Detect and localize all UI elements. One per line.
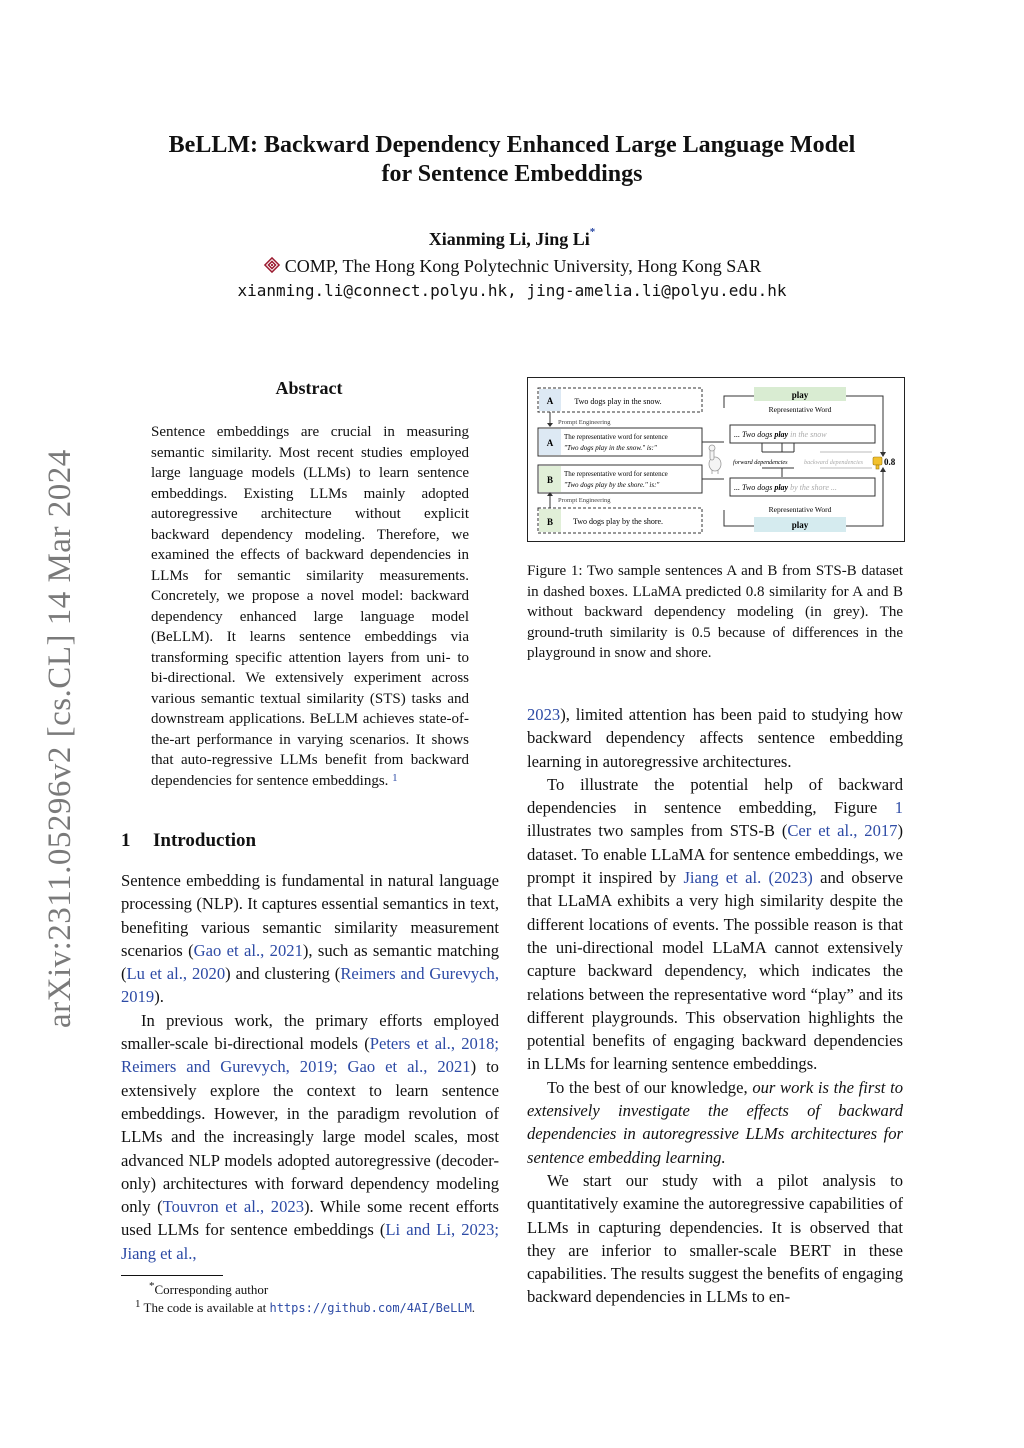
footnote-rule <box>121 1275 223 1276</box>
paragraph: Sentence embedding is fundamental in natural language processing (NLP). It captures essential semantics in text, benefiting various semantic similarity measurement scenarios (Gao et al., 2021), such as semantic matching (Lu et al., 2020) and clustering (Reimers and Gurevych, 2019). <box>121 871 500 1007</box>
paragraph: To the best of our knowledge, our work is the first to extensively investigate the effects of backward dependencies in autoregressive LLMs architectures for sentence embedding learning. <box>527 1077 903 1167</box>
thumbs-down-icon <box>873 457 882 469</box>
emphasis-text: our work is the first to extensively investigate the effects of backward dependencies in autoregressive LLMs architectures for sentence embedding learning. <box>527 1077 903 1167</box>
emails: xianming.li@connect.polyu.hk, jing-amelia.li@polyu.edu.hk <box>237 281 787 300</box>
fig-label-a-prompt: A <box>546 438 554 448</box>
paragraph: In previous work, the primary efforts employed smaller-scale bi-directional models (Peters et al., 2018; Reimers and Gurevych, 2019; Gao et al., 2021) to extensively explore the context to learn sentence embeddings. However, in the paradigm revolution of LLMs and the increasingly large model scales, most advanced NLP models adopted autoregressive (decoder-only) architectures with forward dependency modeling only (Touvron et al., 2023). While some recent efforts used LLMs for sentence embeddings (Li and Li, 2023; Jiang et al., <box>121 1010 500 1263</box>
section-heading <box>121 830 256 852</box>
right-column <box>527 703 903 1309</box>
figure-1 <box>527 377 905 542</box>
abstract-text: Sentence embeddings are crucial in measuring semantic similarity. Most recent studies employed large language models (LLMs) to learn sentence embeddings. Existing LLMs mainly adopted autoregressive architecture without explicit backward dependency modeling. Therefore, we examined the effects of backward dependencies in LLMs for semantic similarity measurements. Concretely, we propose a novel model: backward dependency enhanced large language model (BeLLM). It learns sentence embeddings via transforming specific attention layers from uni- to bi-directional. We extensively experiment across various semantic textual similarity (STS) tasks and downstream applications. BeLLM achieves state-of-the-art performance in varying scenarios. It shows that auto-regressive LLMs benefit from backward dependencies for sentence embeddings. <box>151 424 469 789</box>
corresponding-mark: * <box>589 226 596 238</box>
citation-link[interactable]: Cer et al., 2017 <box>787 821 898 841</box>
abstract-body <box>151 422 469 791</box>
paragraph: We start our study with a pilot analysis to quantitatively examine the autoregressive capabilities of LLMs in capturing dependencies. It is observed that they are inferior to smaller-scale BERT in these capabilities. The results suggest the benefits of engaging backward dependencies in LLMs to en- <box>527 1170 903 1307</box>
figure-ref-link[interactable]: 1 <box>894 798 903 818</box>
authors <box>110 226 914 250</box>
fig-prompt-a-line2: "Two dogs play in the snow." is:" <box>564 444 657 452</box>
paragraph: 2023), limited attention has been paid to studying how backward dependency affects sentence embedding learning in autoregressive architectures. <box>527 705 903 771</box>
citation-link[interactable]: Reimers and Gurevych, 2019 <box>121 964 499 1007</box>
citation-link[interactable]: Gao et al., 2021 <box>193 940 303 960</box>
fig-word-play-bottom: play <box>791 520 809 530</box>
fig-rep-word-bottom: Representative Word <box>768 505 832 514</box>
affiliation-text: COMP, The Hong Kong Polytechnic University, Hong Kong SAR <box>284 256 762 276</box>
paragraph: To illustrate the potential help of backward dependencies in sentence embedding, Figure 1 illustrates two samples from STS-B (Cer et al., 2017) dataset. To enable LLaMA for sentence embeddings, we prompt it inspired by Jiang et al. (2023) and observe that LLaMA exhibits a very high similarity despite the different locations of events. The possible reason is that the uni-directional model LLaMA cannot extensively capture backward dependency, which indicates the relations between the representative word “play” and its different playgrounds. This observation highlights the potential benefits of engaging backward dependencies in LLMs for learning sentence embeddings. <box>527 774 903 1074</box>
citation-link[interactable]: Touvron et al., 2023 <box>162 1197 304 1217</box>
citation-link[interactable]: Li and Li, 2023; Jiang et al., <box>121 1220 499 1263</box>
affiliation <box>110 256 914 277</box>
fig-seq-a: ... Two dogs play in the snow <box>734 430 827 439</box>
section-number: 1 <box>121 830 131 851</box>
figure-1-caption <box>527 561 903 664</box>
fig-sentence-a: Two dogs play in the snow. <box>574 397 662 406</box>
paper-title <box>110 131 914 189</box>
fig-label-b-prompt: B <box>546 475 554 485</box>
citation-link[interactable]: 2023 <box>527 705 561 724</box>
fig-prompt-b-line1: The representative word for sentence <box>564 470 668 478</box>
fig-forward-label: forward dependencies <box>733 459 788 466</box>
arxiv-identifier: arXiv:2311.05296v2 [cs.CL] 14 Mar 2024 <box>42 449 78 1028</box>
fig-backward-label: backward dependencies <box>804 459 864 466</box>
fig-label-b-bottom: B <box>546 517 554 527</box>
fig-prompt-engineering-a: Prompt Engineering <box>558 419 611 426</box>
fig-label-a-top: A <box>546 396 554 406</box>
fig-prompt-a-line1: The representative word for sentence <box>564 433 668 441</box>
section-title: Introduction <box>153 830 257 851</box>
author-names: Xianming Li, Jing Li <box>428 229 590 249</box>
citation-link[interactable]: Peters et al., 2018; Reimers and Gurevych, 2019; Gao et al., 2021 <box>121 1034 499 1077</box>
polyu-logo-icon <box>263 256 281 274</box>
code-url-link[interactable]: https://github.com/4AI/BeLLM <box>269 1301 472 1315</box>
fig-sentence-b: Two dogs play by the shore. <box>572 517 664 526</box>
left-column <box>121 869 499 1265</box>
fig-score: 0.8 <box>884 457 896 467</box>
citation-link[interactable]: Lu et al., 2020 <box>126 964 226 984</box>
title-line-1: BeLLM: Backward Dependency Enhanced Large Language Model <box>168 132 856 158</box>
footnote-ref[interactable]: 1 <box>392 771 398 784</box>
fig-rep-word-top: Representative Word <box>768 405 832 414</box>
footnote-code: $^1$ The code is available at https://github.com/4AI/BeLLM. <box>135 1298 476 1315</box>
abstract-heading: Abstract <box>275 378 343 398</box>
fig-prompt-engineering-b: Prompt Engineering <box>558 497 611 504</box>
citation-link[interactable]: Jiang et al. (2023) <box>683 868 813 888</box>
fig-prompt-b-line2: "Two dogs play by the shore." is:" <box>564 481 660 489</box>
llama-icon <box>709 445 721 474</box>
caption-text: Figure 1: Two sample sentences A and B from STS-B dataset in dashed boxes. LLaMA predicted 0.8 similarity for A and B without backward dependency modeling (in grey). The ground-truth similarity is 0.5 because of differences in the playground in snow and shore. <box>527 563 903 662</box>
fig-seq-b: ... Two dogs play by the shore ... <box>734 483 837 492</box>
fig-word-play-top: play <box>791 390 809 400</box>
footnote-corresponding: *Corresponding author <box>149 1280 269 1297</box>
title-line-2: for Sentence Embeddings <box>381 161 643 187</box>
